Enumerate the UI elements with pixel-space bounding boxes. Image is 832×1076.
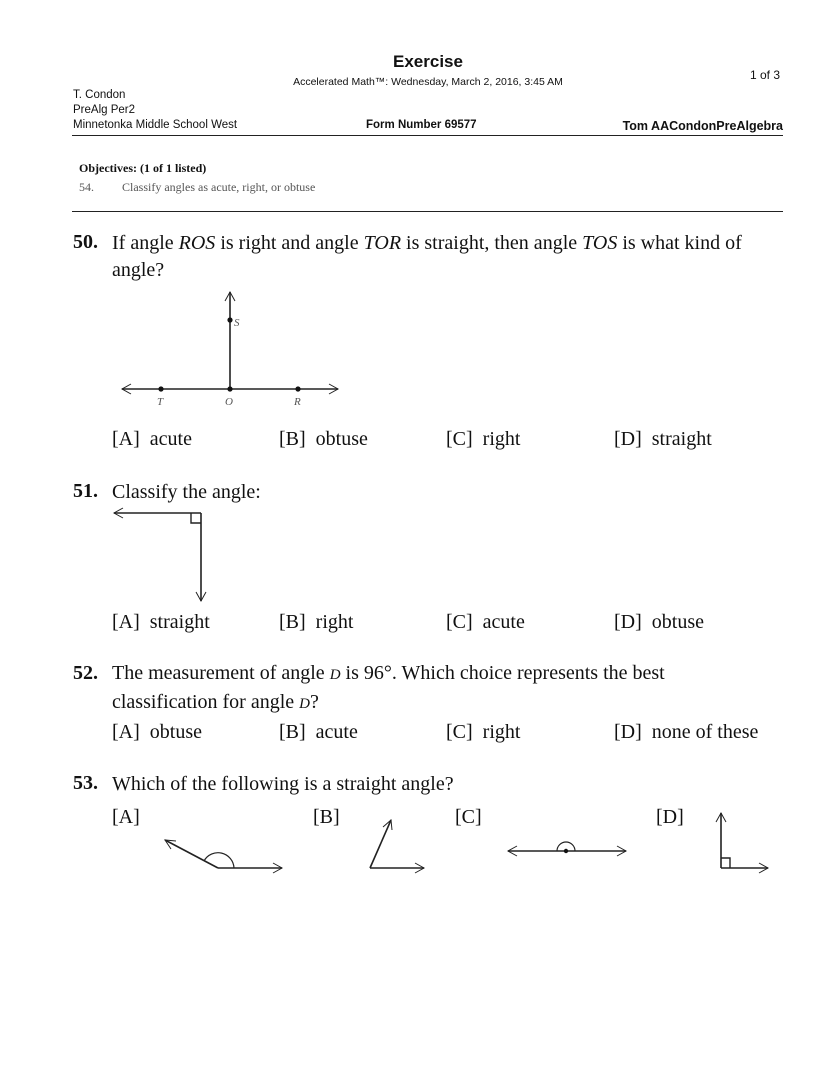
point-label-s: S <box>234 317 240 329</box>
point-label-r: R <box>294 396 301 408</box>
figure-53-a-obtuse-angle <box>165 840 282 873</box>
question-51-choice-a[interactable]: [A] straight <box>112 611 210 633</box>
question-51-choice-d[interactable]: [D] obtuse <box>614 611 704 633</box>
question-52-choice-d[interactable]: [D] none of these <box>614 721 759 743</box>
question-53-choice-a[interactable]: [A] <box>112 806 140 828</box>
question-53-choice-c[interactable]: [C] <box>455 806 482 828</box>
point-label-t: T <box>157 396 164 408</box>
page-subtitle: Accelerated Math™: Wednesday, March 2, 2016, 3:45 AM <box>293 76 563 88</box>
question-51-text: Classify the angle: <box>112 481 261 503</box>
question-53-choice-b[interactable]: [B] <box>313 806 340 828</box>
question-52-choice-c[interactable]: [C] right <box>446 721 521 743</box>
figure-53-d-right-angle <box>716 813 768 873</box>
question-52-text: The measurement of angle D is 96°. Which choice represents the best classification for angle D? <box>112 662 665 713</box>
question-50-text: If angle ROS is right and angle TOR is straight, then angle TOS is what kind of angle? <box>112 232 742 281</box>
question-50-choice-b[interactable]: [B] obtuse <box>279 428 368 450</box>
teacher-name: T. Condon <box>73 89 126 101</box>
question-51-number: 51. <box>73 480 98 502</box>
figure-53-b-acute-angle <box>370 820 424 873</box>
class-name: Tom AACondonPreAlgebra <box>622 119 783 133</box>
question-50-choice-c[interactable]: [C] right <box>446 428 521 450</box>
page-indicator: 1 of 3 <box>749 68 780 82</box>
objective-number: 54. <box>79 180 94 194</box>
question-53-text: Which of the following is a straight angle? <box>112 773 454 795</box>
point-label-o: O <box>225 396 233 408</box>
objective-text: Classify angles as acute, right, or obtuse <box>122 180 316 194</box>
question-53-choice-d[interactable]: [D] <box>656 806 684 828</box>
question-50-number: 50. <box>73 231 98 253</box>
question-52-number: 52. <box>73 662 98 684</box>
school-name: Minnetonka Middle School West <box>73 119 238 131</box>
question-53-number: 53. <box>73 772 98 794</box>
question-50-choice-d[interactable]: [D] straight <box>614 428 712 450</box>
question-50-choice-a[interactable]: [A] acute <box>112 428 192 450</box>
question-52-choice-a[interactable]: [A] obtuse <box>112 721 202 743</box>
question-51-choice-b[interactable]: [B] right <box>279 611 354 633</box>
objectives-heading: Objectives: (1 of 1 listed) <box>79 161 207 175</box>
question-51-choice-c[interactable]: [C] acute <box>446 611 525 633</box>
page-title: Exercise <box>393 52 463 71</box>
figure-53-c-straight-angle <box>508 842 626 856</box>
form-number: Form Number 69577 <box>366 119 477 131</box>
class-period: PreAlg Per2 <box>73 104 136 116</box>
question-52-choice-b[interactable]: [B] acute <box>279 721 358 743</box>
